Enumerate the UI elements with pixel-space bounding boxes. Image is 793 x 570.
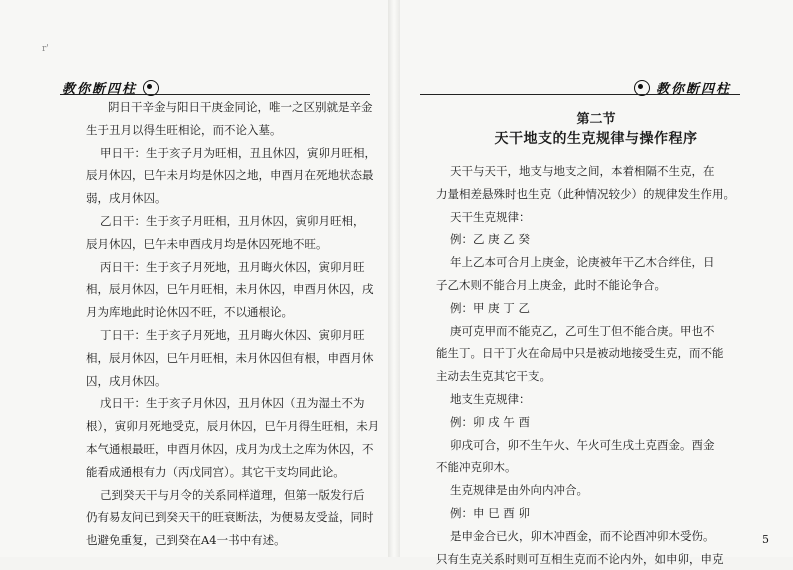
left-page <box>0 0 388 557</box>
left-body-text <box>86 96 378 552</box>
text-line: 例：申 巳 酉 卯 <box>450 505 530 520</box>
right-page <box>400 0 793 566</box>
text-line: 能看成通根有力（丙戊同宫）。其它干支均同此论。 <box>86 464 345 479</box>
text-line: 根），寅卯月死地受克，辰月休囚，巳午月得生旺相，未月 <box>86 419 380 434</box>
text-line: 主动去生克其它干支。 <box>436 369 551 384</box>
text-line: 辰月休囚，巳午未月均是休囚之地，申酉月在死地状态最 <box>86 168 374 183</box>
scan-mark: r' <box>42 44 49 54</box>
text-line: 相，辰月休囚，巳午月旺相，未月休囚，申酉月休囚，戌 <box>86 282 374 297</box>
text-line: 乙日干：生于亥子月旺相，丑月休囚，寅卯月旺相， <box>100 213 365 228</box>
text-line: 也避免重复，己到癸在A4一书中有述。 <box>86 533 286 548</box>
text-line: 甲日干：生于亥子月为旺相，丑且休囚，寅卯月旺相， <box>100 145 376 160</box>
text-line: 己到癸天干与月令的关系同样道理，但第一版发行后 <box>100 487 365 502</box>
text-line: 阴日干辛金与阳日干庚金同论，唯一之区别就是辛金 <box>108 100 373 114</box>
text-line: 能生丁。日干丁火在命局中只是被动地接受生克，而不能 <box>436 346 724 361</box>
text-line: 只有生克关系时则可互相生克而不论内外，如申卯，申克 <box>436 551 724 566</box>
page-number: 5 <box>762 533 769 546</box>
text-line: 生克规律是由外向内冲合。 <box>450 483 588 498</box>
text-line: 例：乙 庚 乙 癸 <box>450 232 530 247</box>
text-line: 丙日干：生于亥子月死地，丑月晦火休囚，寅卯月旺 <box>100 259 365 274</box>
left-header-rule <box>60 94 370 95</box>
text-line: 天干生克规律： <box>450 209 531 224</box>
text-line: 囚，戌月休囚。 <box>86 373 167 388</box>
text-line: 丁日干：生于亥子月死地，丑月晦火休囚、寅卯月旺 <box>100 327 365 342</box>
text-line: 弱，戌月休囚。 <box>86 191 167 206</box>
right-header-title: 教你断四柱 <box>655 82 731 97</box>
text-line: 戊日干：生于亥子月休囚，丑月休囚（丑为湿土不为 <box>100 396 365 411</box>
section-title: 天干地支的生克规律与操作程序 <box>494 131 698 147</box>
text-line: 辰月休囚，巳午未申酉戌月均是休囚死地不旺。 <box>86 236 328 251</box>
text-line: 子乙木则不能合月上庚金，此时不能论争合。 <box>436 277 666 292</box>
text-line: 仍有易友问已到癸天干的旺衰断法，为便易友受益，同时 <box>86 510 374 525</box>
text-line: 是申金合已火，卯木冲酉金，而不论酉冲卯木受伤。 <box>450 528 715 543</box>
text-line: 庚可克甲而不能克乙，乙可生丁但不能合庚。甲也不 <box>450 323 715 338</box>
text-line: 不能冲克卯木。 <box>436 460 517 475</box>
text-line: 生于丑月以得生旺相论，而不论入墓。 <box>86 122 282 137</box>
section-number: 第二节 <box>576 112 616 127</box>
text-line: 年上乙本可合月上庚金，论庚被年干乙木合绊住，日 <box>450 255 715 270</box>
text-line: 本气通根最旺，申酉月休囚，戌月为戊土之库为休囚，不 <box>86 441 374 456</box>
left-header-title: 教你断四柱 <box>62 82 138 97</box>
text-line: 卯戌可合，卯不生午火、午火可生戌土克酉金。酉金 <box>450 437 715 452</box>
text-line: 力量相差悬殊时也生克（此种情况较少）的规律发生作用。 <box>436 186 735 201</box>
right-body-text <box>436 160 756 570</box>
text-line: 月为库地此时论休囚不旺，不以通根论。 <box>86 305 293 320</box>
text-line: 地支生克规律： <box>450 391 531 406</box>
text-line: 例：卯 戌 午 酉 <box>450 414 530 429</box>
text-line: 例：甲 庚 丁 乙 <box>450 300 530 315</box>
text-line: 天干与天干，地支与地支之间，本着相隔不生克，在 <box>450 164 715 178</box>
book-gutter <box>388 0 400 557</box>
text-line: 相，辰月休囚，巳午月旺相，未月休囚但有根，申酉月休 <box>86 350 374 365</box>
right-header-rule <box>420 94 740 95</box>
